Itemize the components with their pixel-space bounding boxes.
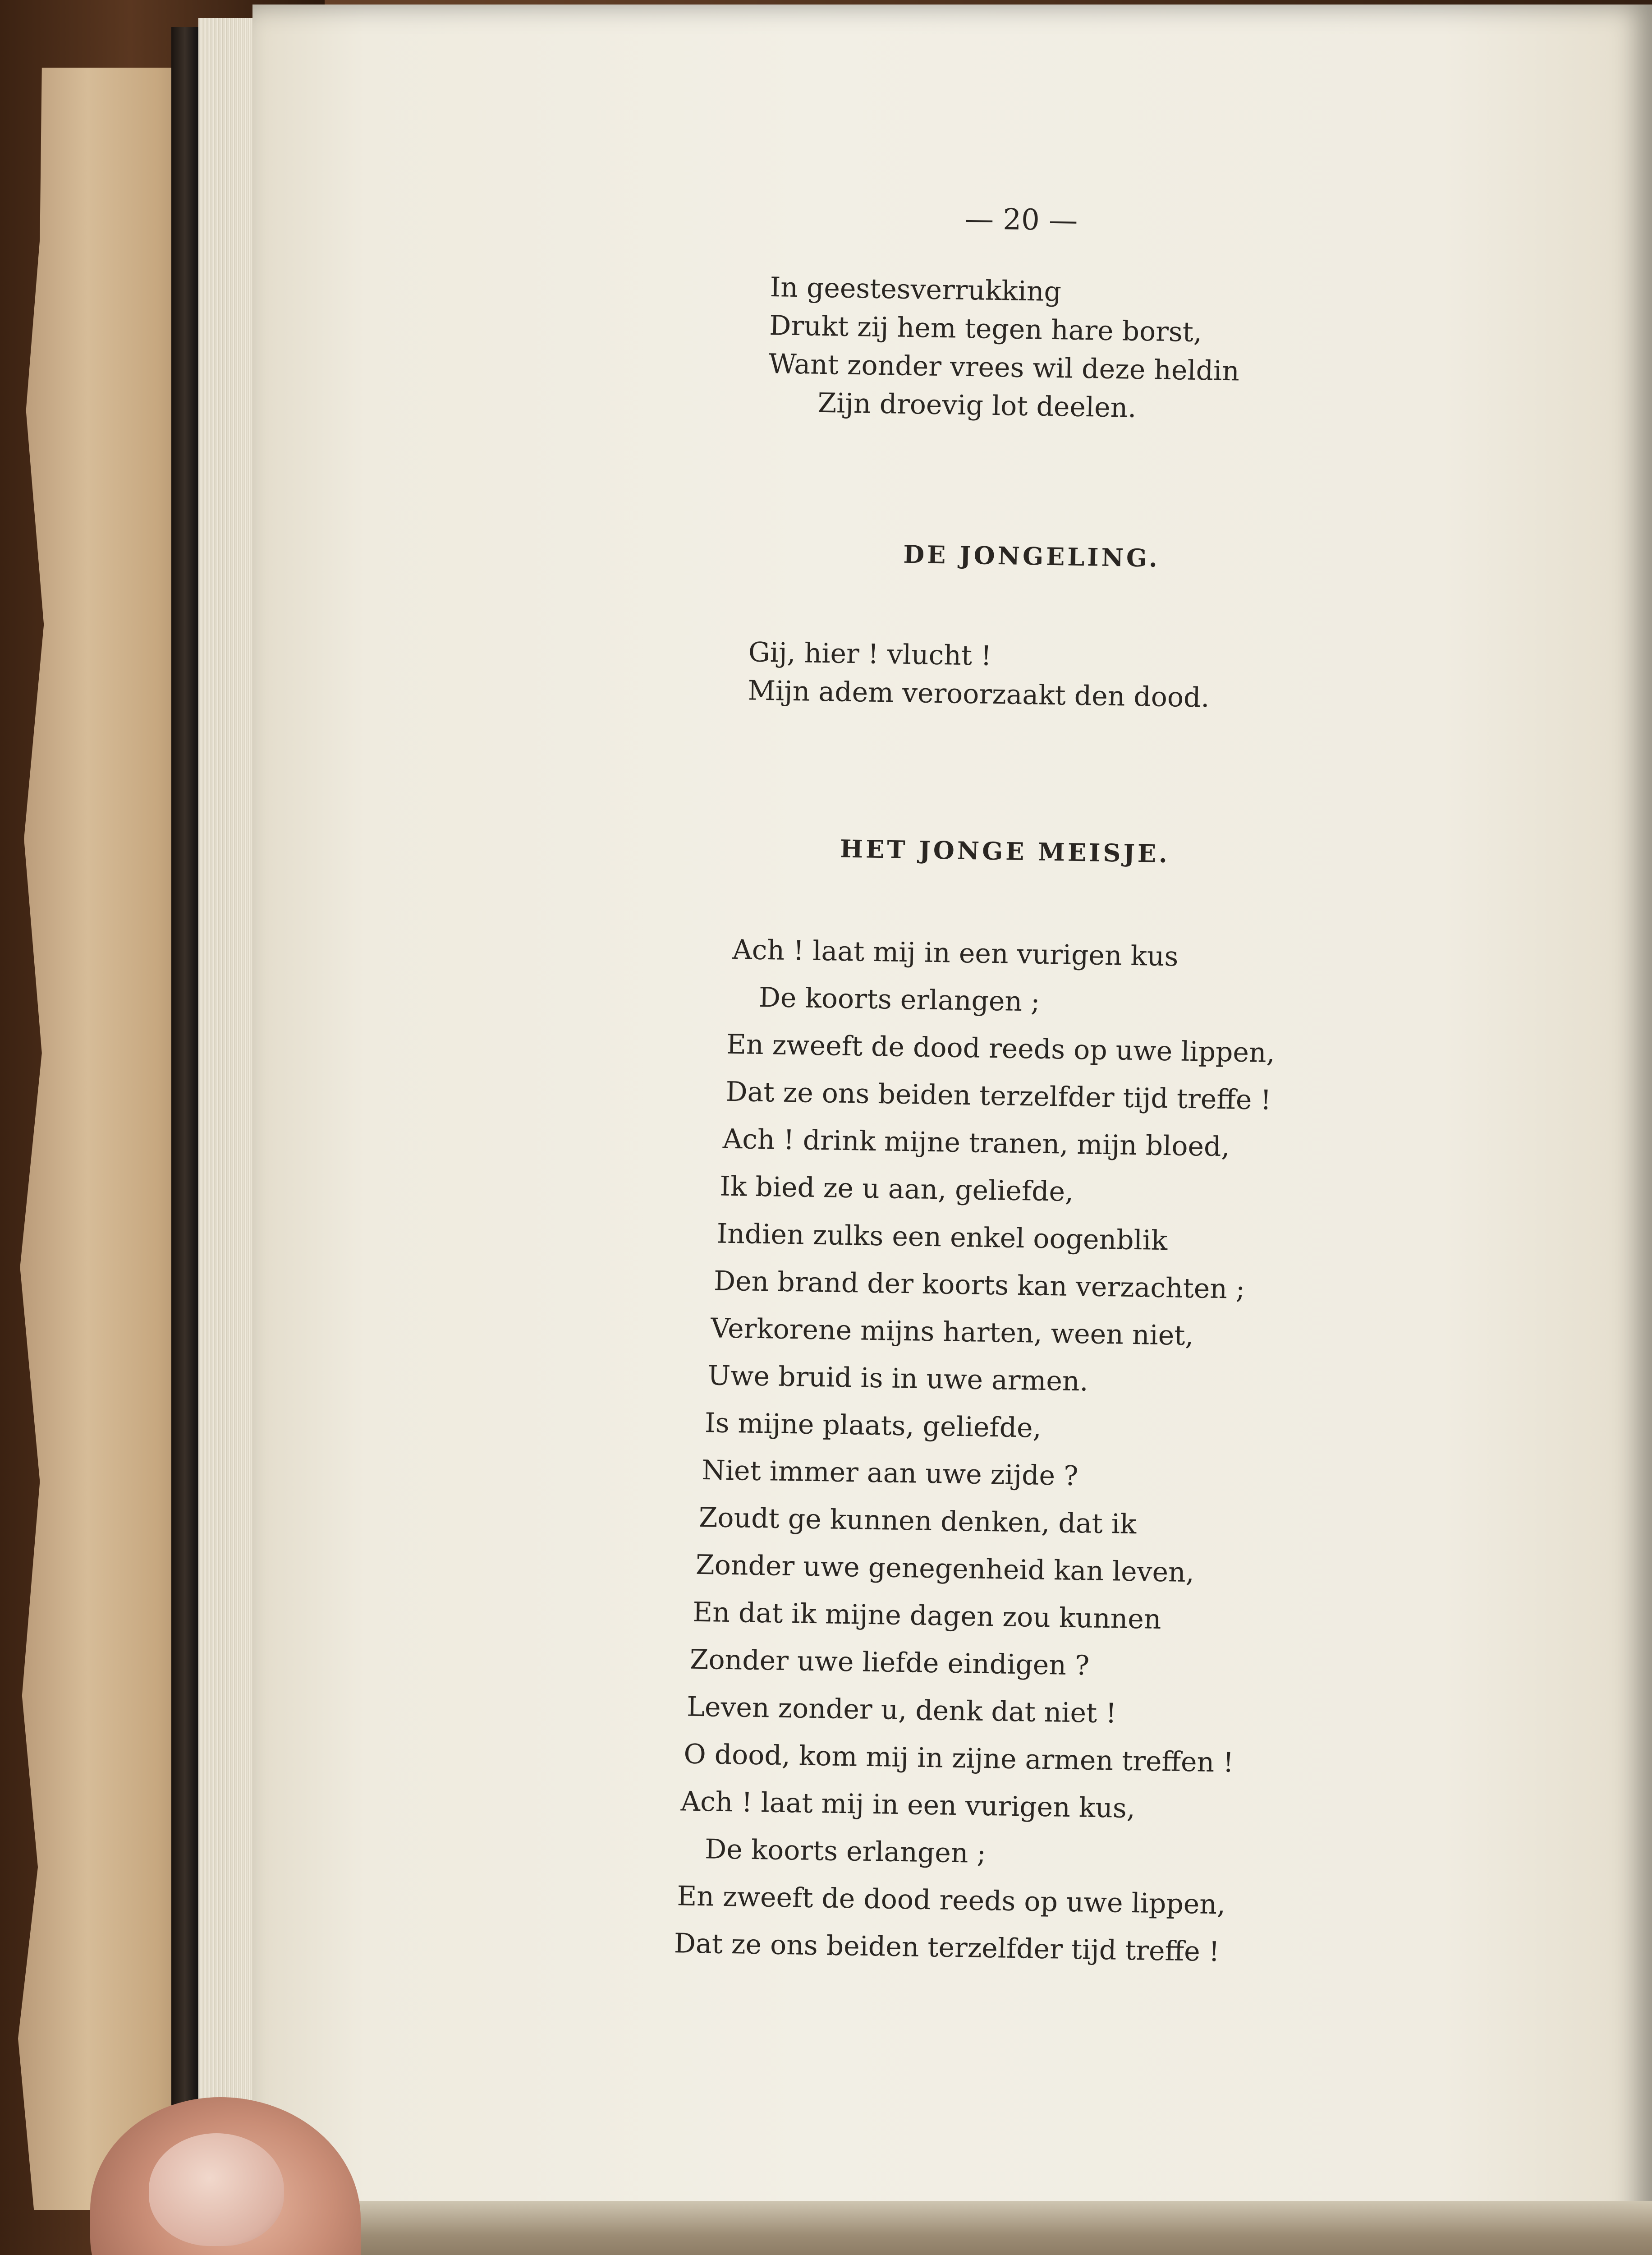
page-number: — 20 — bbox=[964, 202, 1078, 238]
section-2-line: Ach ! laat mij in een vurigen kus, bbox=[680, 1786, 1136, 1825]
section-2-line: Uwe bruid is in uwe armen. bbox=[707, 1360, 1089, 1398]
intro-line: Want zonder vrees wil deze heldin bbox=[768, 348, 1240, 387]
section-2-line: Leven zonder u, denk dat niet ! bbox=[686, 1691, 1117, 1730]
section-1-line: Gij, hier ! vlucht ! bbox=[748, 636, 992, 672]
section-2-line: En dat ik mijne dagen zou kunnen bbox=[692, 1596, 1161, 1636]
section-1-line: Mijn adem veroorzaakt den dood. bbox=[748, 675, 1210, 714]
section-2-line: De koorts erlangen ; bbox=[758, 981, 1040, 1018]
section-2-line: Indien zulks een enkel oogenblik bbox=[716, 1218, 1168, 1257]
heading-het-jonge-meisje: HET JONGE MEISJE. bbox=[840, 834, 1170, 869]
intro-line: Zijn droevig lot deelen. bbox=[817, 387, 1137, 424]
section-2-line: De koorts erlangen ; bbox=[704, 1833, 987, 1869]
heading-de-jongeling: DE JONGELING. bbox=[903, 539, 1161, 573]
section-2-line: Niet immer aan uwe zijde ? bbox=[701, 1454, 1078, 1492]
thumbnail-nail bbox=[149, 2133, 284, 2246]
section-2-line: Den brand der koorts kan verzachten ; bbox=[713, 1265, 1245, 1305]
section-2-line: Dat ze ons beiden terzelfder tijd treffe ! bbox=[674, 1928, 1220, 1968]
intro-line: In geestesverrukking bbox=[770, 272, 1062, 308]
section-2-line: Ik bied ze u aan, geliefde, bbox=[719, 1170, 1074, 1208]
section-2-line: Verkorene mijns harten, ween niet, bbox=[710, 1312, 1194, 1352]
section-2-line: Dat ze ons beiden terzelfder tijd treffe ! bbox=[725, 1076, 1272, 1116]
section-2-line: Ach ! laat mij in een vurigen kus bbox=[732, 934, 1179, 973]
section-2-line: Is mijne plaats, geliefde, bbox=[704, 1407, 1042, 1444]
section-2-line: Ach ! drink mijne tranen, mijn bloed, bbox=[722, 1123, 1230, 1163]
intro-line: Drukt zij hem tegen hare borst, bbox=[769, 310, 1202, 349]
section-2-line: Zonder uwe genegenheid kan leven, bbox=[695, 1549, 1195, 1589]
section-2-line: Zonder uwe liefde eindigen ? bbox=[689, 1643, 1090, 1682]
section-2-line: O dood, kom mij in zijne armen treffen ! bbox=[683, 1738, 1234, 1779]
section-2-line: En zweeft de dood reeds op uwe lippen, bbox=[726, 1028, 1276, 1069]
section-2-line: Zoudt ge kunnen denken, dat ik bbox=[698, 1501, 1137, 1541]
section-2-line: En zweeft de dood reeds op uwe lippen, bbox=[677, 1880, 1226, 1921]
